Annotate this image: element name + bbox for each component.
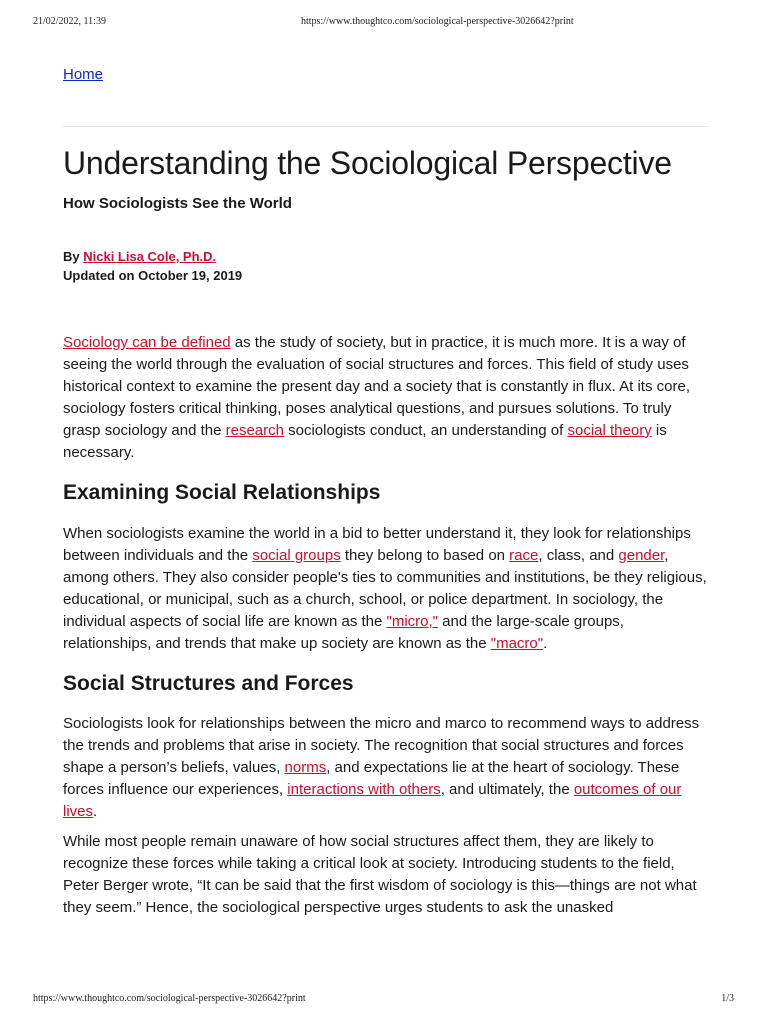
social-relationships-paragraph (63, 523, 711, 655)
outcomes-link[interactable]: outcomes of our lives (63, 781, 682, 820)
article-content (63, 66, 711, 919)
page-subtitle: How Sociologists See the World (63, 195, 292, 212)
section-heading-social-relationships: Examining Social Relationships (63, 481, 381, 504)
paragraph-text: , and ultimately, the (440, 781, 574, 798)
gender-link[interactable]: gender (618, 547, 665, 564)
social-theory-link[interactable]: social theory (567, 422, 652, 439)
berger-paragraph: While most people remain unaware of how social structures affect them, they are likely to recognize these forces while taking a critical look at society. Introducing students to the field, Peter Berger wrote, “It can be said that the first wisdom of sociology is this—things are not what they seem.” Hence, the sociological perspective urges students to ask the unasked (63, 833, 697, 916)
interactions-link[interactable]: interactions with others (287, 781, 441, 798)
print-url: https://www.thoughtco.com/sociological-perspective-3026642?print (301, 16, 574, 27)
paragraph-text: . (93, 803, 98, 820)
home-link[interactable]: Home (63, 66, 104, 83)
norms-link[interactable]: norms (284, 759, 327, 776)
paragraph-text: as the study of society, but in practice, it is much more. It is a way of seeing the world through the evaluation of social structures and forces. This field of study uses historical context to examine the present day and a society that is constantly in flux. At its core, sociology fosters critical thinking, poses analytical questions, and pursues solutions. To truly grasp sociology and the (63, 334, 690, 439)
research-link[interactable]: research (225, 422, 284, 439)
paragraph-text: , and expectations lie at the heart of sociology. These forces influence our experiences, (63, 759, 680, 798)
macro-link[interactable]: "macro" (490, 635, 544, 652)
paragraph-text: sociologists conduct, an understanding of (283, 422, 568, 439)
intro-paragraph (63, 332, 711, 464)
paragraph-text: , among others. They also consider people's ties to communities and institutions, be they religious, educational, or municipal, such as a church, school, or police department. In sociology, the individual aspects of social life are known as the (63, 547, 707, 630)
paragraph-text: , class, and (538, 547, 619, 564)
byline-prefix: By (63, 249, 84, 264)
paragraph-text: they belong to based on (340, 547, 510, 564)
sociology-defined-link[interactable]: Sociology can be defined (63, 334, 231, 351)
divider (63, 126, 708, 127)
author-link[interactable]: Nicki Lisa Cole, Ph.D. (83, 249, 217, 264)
social-structures-paragraph (63, 713, 711, 823)
micro-link[interactable]: "micro," (386, 613, 438, 630)
section-heading-social-structures: Social Structures and Forces (63, 672, 354, 695)
paragraph-text: and the large-scale groups, relationships, and trends that make up society are known as the (63, 613, 624, 652)
paragraph-text: . (543, 635, 548, 652)
social-groups-link[interactable]: social groups (252, 547, 341, 564)
footer-url: https://www.thoughtco.com/sociological-perspective-3026642?print (33, 993, 306, 1004)
paragraph-text: Sociologists look for relationships between the micro and marco to recommend ways to address the trends and problems that arise in society. The recognition that social structures and forces shape a person’s beliefs, values, (63, 715, 700, 776)
updated-date: Updated on October 19, 2019 (63, 268, 243, 283)
paragraph-text: When sociologists examine the world in a bid to better understand it, they look for relationships between individuals and the (63, 525, 691, 564)
page-number: 1/3 (721, 993, 734, 1004)
page-title: Understanding the Sociological Perspective (63, 145, 672, 181)
byline (63, 247, 711, 266)
race-link[interactable]: race (509, 547, 539, 564)
paragraph-text: is necessary. (63, 422, 667, 461)
print-datetime: 21/02/2022, 11:39 (33, 16, 106, 27)
